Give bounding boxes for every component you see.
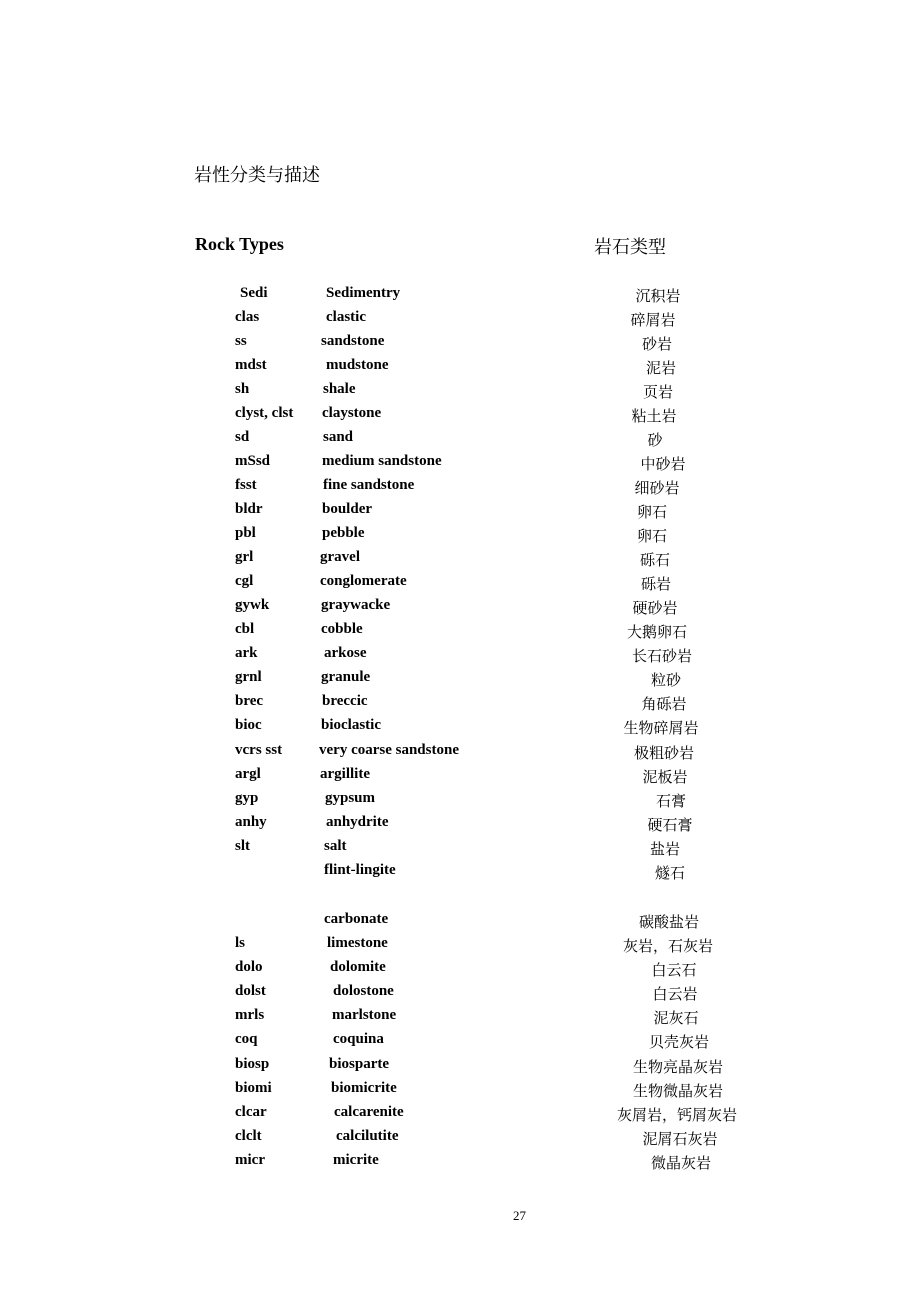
rock-term-cn: 角砾岩	[641, 695, 687, 713]
rock-term-en: flint-lingite	[324, 862, 396, 878]
rock-term-cn: 生物微晶灰岩	[632, 1082, 724, 1100]
rock-type-row	[0, 429, 920, 451]
rock-term-en: dolostone	[333, 983, 394, 999]
rock-type-row	[0, 381, 920, 403]
rock-term-en: cobble	[321, 621, 363, 637]
rock-term-cn: 泥灰石	[653, 1009, 699, 1027]
rock-type-row	[0, 935, 920, 957]
rock-term-en: marlstone	[332, 1007, 397, 1023]
rock-abbreviation: dolo	[235, 959, 263, 975]
rock-term-cn: 贝壳灰岩	[648, 1033, 710, 1051]
rock-abbreviation: sd	[235, 429, 250, 445]
rock-type-row	[0, 959, 920, 981]
rock-type-row	[0, 285, 920, 307]
rock-term-en: medium sandstone	[322, 453, 442, 469]
rock-abbreviation: bioc	[235, 717, 262, 733]
rock-abbreviation: biomi	[235, 1080, 272, 1096]
page-number: 27	[513, 1208, 526, 1223]
rock-abbreviation: argl	[235, 766, 261, 782]
rock-abbreviation: vcrs sst	[235, 742, 283, 758]
rock-type-row	[0, 742, 920, 764]
rock-term-cn: 长石砂岩	[631, 647, 693, 665]
rock-term-cn: 灰屑岩，钙屑灰岩	[616, 1106, 738, 1124]
rock-term-en: calcilutite	[336, 1128, 399, 1144]
rock-term-en: arkose	[324, 645, 367, 661]
rock-type-row	[0, 1104, 920, 1126]
rock-term-cn: 细砂岩	[634, 479, 680, 497]
rock-abbreviation: gyp	[235, 790, 259, 806]
rock-term-cn: 硬砂岩	[632, 599, 678, 617]
rock-abbreviation: bldr	[235, 501, 263, 517]
rock-term-cn: 泥岩	[645, 359, 677, 377]
rock-term-cn: 砾岩	[640, 575, 672, 593]
rock-type-row	[0, 838, 920, 860]
rock-type-row	[0, 790, 920, 812]
rock-abbreviation: brec	[235, 693, 264, 709]
rock-abbreviation: dolst	[235, 983, 266, 999]
rock-abbreviation: ss	[235, 333, 247, 349]
rock-term-en: conglomerate	[320, 573, 407, 589]
rock-term-cn: 泥屑石灰岩	[642, 1130, 718, 1148]
rock-type-row	[0, 1128, 920, 1150]
rock-term-cn: 中砂岩	[640, 455, 686, 473]
rock-term-cn: 卵石	[636, 503, 668, 521]
rock-abbreviation: micr	[235, 1152, 265, 1168]
rock-term-cn: 页岩	[642, 383, 674, 401]
rock-type-row	[0, 621, 920, 643]
rock-term-cn: 盐岩	[649, 840, 681, 858]
rock-term-cn: 微晶灰岩	[650, 1154, 712, 1172]
rock-term-en: sandstone	[321, 333, 385, 349]
rock-term-cn: 白云岩	[652, 985, 698, 1003]
rock-term-en: salt	[324, 838, 347, 854]
rock-abbreviation: clas	[235, 309, 260, 325]
rock-abbreviation: pbl	[235, 525, 256, 541]
rock-abbreviation: biosp	[235, 1056, 270, 1072]
rock-abbreviation: slt	[235, 838, 250, 854]
rock-term-en: gypsum	[325, 790, 376, 806]
rock-abbreviation: anhy	[235, 814, 267, 830]
rock-term-en: calcarenite	[334, 1104, 404, 1120]
rock-term-cn: 粘土岩	[631, 407, 677, 425]
rock-abbreviation: grl	[235, 549, 254, 565]
rock-abbreviation: ls	[235, 935, 246, 951]
rock-term-en: coquina	[333, 1031, 384, 1047]
rock-abbreviation: gywk	[235, 597, 270, 613]
rock-term-en: granule	[321, 669, 371, 685]
rock-term-cn: 石膏	[655, 792, 687, 810]
rock-type-row	[0, 693, 920, 715]
rock-term-cn: 粒砂	[650, 671, 682, 689]
rock-term-en: gravel	[320, 549, 360, 565]
rock-abbreviation: Sedi	[240, 285, 268, 301]
rock-term-cn: 卵石	[636, 527, 668, 545]
rock-term-cn: 沉积岩	[635, 287, 681, 305]
rock-term-cn: 硬石膏	[647, 816, 693, 834]
rock-abbreviation: clcar	[235, 1104, 267, 1120]
rock-term-cn: 灰岩，石灰岩	[622, 937, 714, 955]
rock-term-en: argillite	[320, 766, 370, 782]
rock-term-en: mudstone	[326, 357, 389, 373]
rock-term-en: claystone	[322, 405, 382, 421]
rock-abbreviation: cbl	[235, 621, 255, 637]
rock-type-row	[0, 1007, 920, 1029]
rock-type-row	[0, 911, 920, 933]
rock-type-row	[0, 766, 920, 788]
rock-abbreviation: sh	[235, 381, 250, 397]
rock-type-row	[0, 477, 920, 499]
rock-type-row	[0, 501, 920, 523]
rock-type-row	[0, 309, 920, 331]
section-title-en: Rock Types	[195, 234, 284, 254]
rock-abbreviation: mdst	[235, 357, 267, 373]
rock-abbreviation: mSsd	[235, 453, 271, 469]
rock-term-en: graywacke	[321, 597, 391, 613]
rock-type-row	[0, 1152, 920, 1174]
rock-term-en: sand	[323, 429, 354, 445]
rock-abbreviation: clyst, clst	[235, 405, 294, 421]
rock-term-cn: 泥板岩	[642, 768, 688, 786]
rock-term-en: biomicrite	[331, 1080, 397, 1096]
rock-term-cn: 白云石	[651, 961, 697, 979]
rock-type-row	[0, 645, 920, 667]
rock-term-cn: 砂岩	[641, 335, 673, 353]
section-title-cn: 岩石类型	[594, 237, 666, 258]
rock-type-row	[0, 453, 920, 475]
rock-type-row	[0, 1056, 920, 1078]
rock-term-en: fine sandstone	[323, 477, 415, 493]
rock-term-en: very coarse sandstone	[319, 742, 459, 758]
rock-term-en: anhydrite	[326, 814, 389, 830]
rock-type-row	[0, 357, 920, 379]
rock-term-en: breccic	[322, 693, 368, 709]
rock-term-en: Sedimentry	[326, 285, 401, 301]
rock-abbreviation: grnl	[235, 669, 262, 685]
rock-term-en: limestone	[327, 935, 388, 951]
rock-abbreviation: ark	[235, 645, 258, 661]
rock-abbreviation: cgl	[235, 573, 254, 589]
rock-type-row	[0, 717, 920, 739]
rock-term-cn: 大鹅卵石	[626, 623, 688, 641]
rock-type-row	[0, 814, 920, 836]
rock-type-row	[0, 669, 920, 691]
rock-type-row	[0, 333, 920, 355]
rock-term-cn: 生物亮晶灰岩	[632, 1058, 724, 1076]
rock-abbreviation: coq	[235, 1031, 258, 1047]
rock-type-row	[0, 573, 920, 595]
rock-type-row	[0, 405, 920, 427]
rock-term-en: shale	[323, 381, 356, 397]
rock-term-en: biosparte	[329, 1056, 389, 1072]
rock-term-cn: 生物碎屑岩	[623, 719, 699, 737]
rock-term-en: pebble	[322, 525, 365, 541]
rock-term-cn: 燧石	[654, 864, 686, 882]
rock-term-cn: 碳酸盐岩	[638, 913, 700, 931]
rock-term-en: dolomite	[330, 959, 386, 975]
page-heading: 岩性分类与描述	[194, 165, 320, 186]
rock-abbreviation: clclt	[235, 1128, 262, 1144]
rock-type-row	[0, 1031, 920, 1053]
rock-type-row	[0, 525, 920, 547]
rock-term-cn: 砂	[647, 431, 663, 449]
rock-type-row	[0, 862, 920, 884]
rock-term-en: clastic	[326, 309, 366, 325]
rock-type-row	[0, 983, 920, 1005]
rock-term-en: micrite	[333, 1152, 379, 1168]
rock-type-row	[0, 549, 920, 571]
rock-type-row	[0, 1080, 920, 1102]
rock-term-en: bioclastic	[321, 717, 381, 733]
rock-term-en: boulder	[322, 501, 373, 517]
rock-term-cn: 砾石	[639, 551, 671, 569]
rock-term-cn: 极粗砂岩	[633, 744, 695, 762]
rock-term-cn: 碎屑岩	[630, 311, 676, 329]
rock-abbreviation: fsst	[235, 477, 257, 493]
rock-term-en: carbonate	[324, 911, 389, 927]
rock-type-row	[0, 597, 920, 619]
rock-abbreviation: mrls	[235, 1007, 265, 1023]
